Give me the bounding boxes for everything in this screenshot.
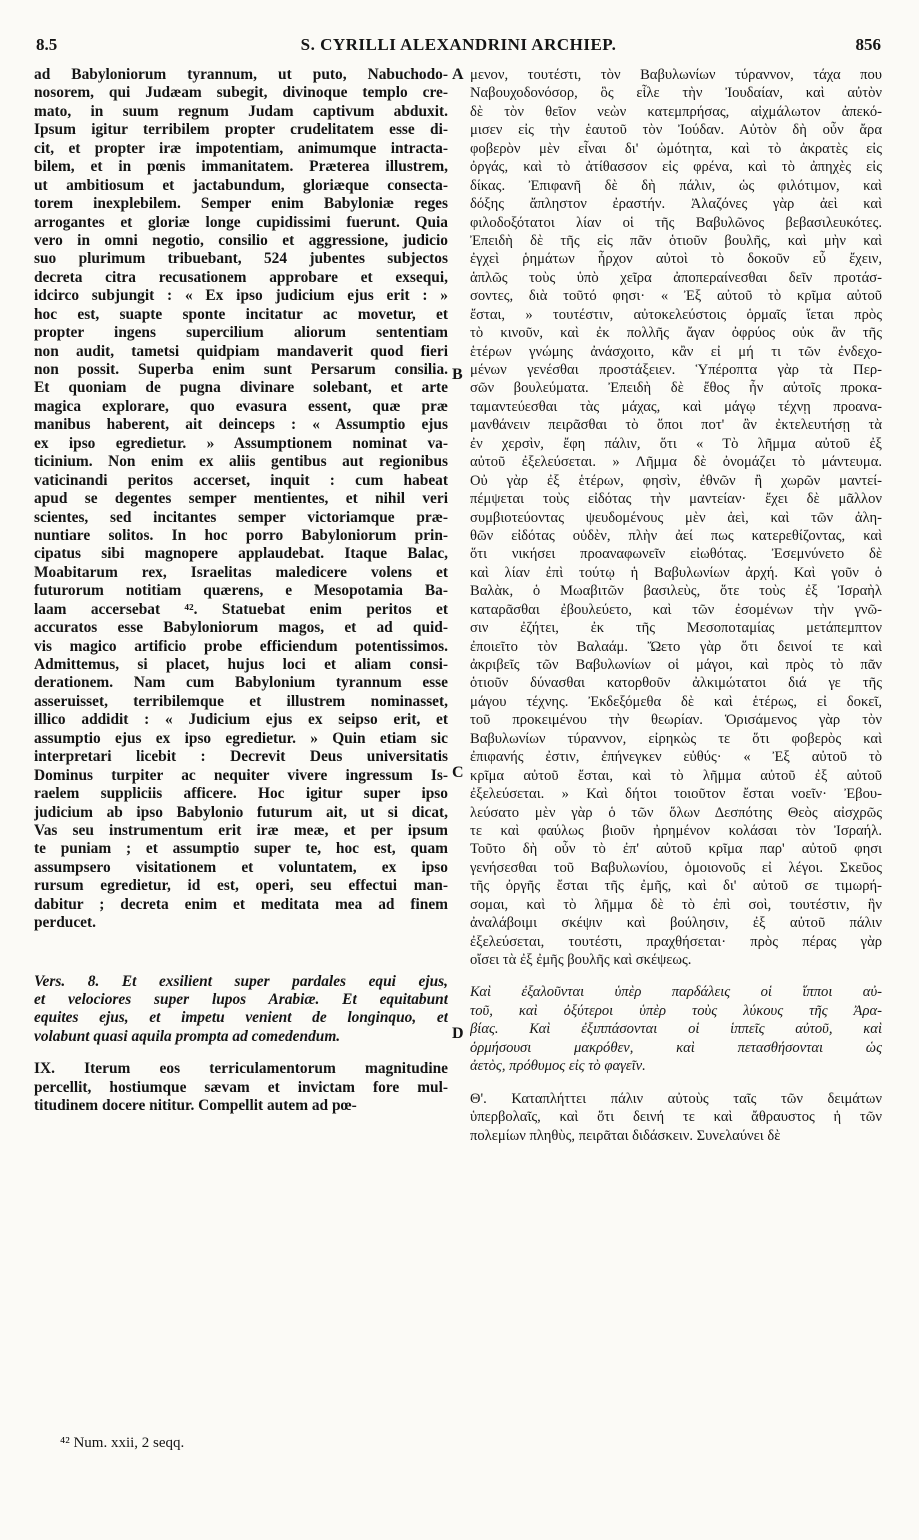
greek-text-line: τῆς ὀργῆς ἔσται τῆς ἐμῆς, καὶ δι' αὐτοῦ σε τιμωρή- <box>470 878 882 895</box>
greek-text-line: ταμαντεύεσθαι τὰς μάχας, καὶ μάγῳ τέχνῃ προανα- <box>470 398 882 415</box>
greek-text-line: φιλοδοξότατοι λίαν οἱ τῆς Βαβυλῶνος βεβασιλευκότες. <box>470 214 882 231</box>
greek-text-line: μανθάνειν πειρᾶσθαι τὸ ὅποι ποτ' ἂν ἐκτελευτήσῃ τὰ <box>470 417 882 434</box>
greek-text-line: δὲ τὸν θεῖον νεὼν κατεμπρήσας, αἰχμάλωτον ἀπεκό- <box>470 103 882 120</box>
greek-verse-line: Καὶ ἐξαλοῦνται ὑπὲρ παρδάλεις οἱ ἵπποι αὐ- <box>470 984 882 1001</box>
latin-text-line: vero in omni negotio, consilio et aggressione, judicio <box>34 231 448 249</box>
greek-text-line: ἐξελεύσεται. » Καὶ δήτοι τοιοῦτον ἔσται νοεῖν· Ἐβου- <box>470 786 882 803</box>
latin-text-line: perducet. <box>34 914 96 932</box>
latin-text-line: dabitur ; decreta enim et meditata mea ad finem <box>34 895 448 913</box>
greek-text-line: σομαι, καὶ τὸ λῆμμα δὲ τὸ ἐπὶ σοὶ, τουτέστιν, ἣν <box>470 896 882 913</box>
greek-section-line: πολεμίων πληθὺς, πειρᾶται διδάσκειν. Συνελαύνει δὲ <box>470 1127 781 1144</box>
latin-text-line: Admittemus, si placet, hujus loci et aliam consi- <box>34 656 448 673</box>
margin-letter-d: D <box>452 1025 464 1042</box>
latin-text-line: idcirco subjungit : « Ex ipso judicium ejus erit : » <box>34 287 448 305</box>
greek-text-line: καταρᾶσθαι ἐβουλεύετο, καὶ τῶν ἐσομένων τὴν γνῶ- <box>470 601 882 618</box>
greek-text-line: αὐτοῦ ἐξελεύσεται. » Λῆμμα δὲ ὀνομάζει τὸ μάντευμα. <box>470 454 882 471</box>
greek-verse-line: ὁρμήσουσι μακρόθεν, καὶ πετασθήσονται ὡς <box>470 1039 882 1056</box>
latin-text-line: asseruisset, terribilemque et illustrem nominasset, <box>34 692 448 710</box>
page-number-right: 856 <box>855 35 881 54</box>
greek-text-line: Βαβυλωνίων τύραννον, εἰρηκὼς τε ὅτι φοβερὸς καὶ <box>470 730 882 747</box>
greek-text-line: σῶν βουλεύματα. Ἐπειδὴ δὲ ἔθος ἦν αὐτοῖς προκα- <box>470 380 882 397</box>
latin-text-line: manibus haberent, ait deinceps : « Assumptio ejus <box>34 416 448 434</box>
greek-text-line: ἐπιφανής ἐστιν, ἐπήνεγκεν εὐθύς· « Ἐξ αὐτοῦ τὸ <box>470 749 882 766</box>
greek-text-line: ἐν χερσὶν, ἔφη πάλιν, ὅτι « Τὸ λῆμμα αὐτοῦ ἐξ <box>470 435 882 452</box>
latin-section-line: percellit, hostiumque sævam et invictam fore mul- <box>34 1078 448 1096</box>
greek-text-line: κρῖμα αὐτοῦ ἔσται, καὶ τὸ λῆμμα αὐτοῦ ἐξ αὐτοῦ <box>470 767 882 784</box>
latin-text-line: decreta citra recusationem approbare et exsequi, <box>34 268 448 286</box>
greek-text-line: τοῦ προκειμένου τὴν θεωρίαν. Ὁρισάμενος γὰρ τὸν <box>470 712 882 729</box>
latin-text-line: rursum egredietur, id est, operi, seu effectui man- <box>34 877 448 895</box>
greek-text-line: ἀκριβεῖς τῶν Βαβυλωνίων οἱ μάγοι, καὶ πρὸς τὸ πᾶν <box>470 657 882 673</box>
greek-text-line: Οὐ γὰρ ἐξ ἑτέρων, φησὶν, ἐθνῶν ἢ χωρῶν μαντεί- <box>470 472 882 489</box>
paragraph-gap <box>34 933 448 973</box>
latin-text-line: derationem. Nam cum Babylonium tyrannum esse <box>34 674 448 692</box>
latin-section-line: titudinem docere nititur. Compellit autem ad pœ- <box>34 1097 357 1115</box>
greek-text-line: οἴσει τὰ ἐξ ἐμῆς βουλῆς καὶ σκέψεως. <box>470 952 692 968</box>
latin-verse-line: Vers. 8. Et exsilient super pardales equi ejus, <box>34 972 448 990</box>
latin-text-line: ut ambitiosum et jactabundum, gloriæque consecta- <box>34 176 448 194</box>
latin-text-line: suo plurimum tribuebant, 524 jubentes subjectos <box>34 250 448 268</box>
greek-column <box>470 66 882 1145</box>
latin-text-line: mato, in suum regnum Judam captivum abduxit. <box>34 102 448 120</box>
latin-text-line: raelem suppliciis afficere. Hoc igitur super ipso <box>34 785 448 803</box>
latin-text-line: Ipsum igitur terribilem propter crudelitatem esse di- <box>34 121 448 139</box>
latin-text-line: Moabitarum rex, Israelitas maledicere volens et <box>34 563 448 581</box>
latin-text-line: assumptio ejus ex ipso egredietur. » Quin etiam sic <box>34 729 448 747</box>
latin-text-line: apud se degentes semper mentientes, et nihil veri <box>34 490 448 508</box>
latin-section-line: IX. Iterum eos terriculamentorum magnitudine <box>34 1060 448 1078</box>
greek-text-line: Ναβουχοδονόσορ, ὃς εἷλε τὴν Ἰουδαίαν, καὶ αὐτὸν <box>470 85 882 102</box>
greek-verse-line: τοῦ, καὶ ὀξύτεροι ὑπὲρ τοὺς λύκους τῆς Ἀρα- <box>470 1002 882 1019</box>
footnote: ⁴² Num. xxii, 2 seqq. <box>60 1435 185 1451</box>
latin-text-line: judicium ab ipso Babylonio futurum ait, ut si dicat, <box>34 803 448 821</box>
greek-text-line: σοντες, διὰ τοῦτό φησι· « Ἐξ αὐτοῦ τὸ κρῖμα αὐτοῦ <box>470 288 882 305</box>
greek-text-line: δίκας. Ἐπιφανῆ δὲ δὴ πάλιν, ὡς φιλότιμον, καὶ <box>470 177 882 194</box>
greek-text-line: ἐγχεὶ ῥημάτων ἦρχον αὐτοὶ τὸ δοκοῦν εὖ ἔχειν, <box>470 251 882 268</box>
greek-text-line: ἁπλῶς τοὺς ὑπὸ χεῖρα ἀποπεραίνεσθαι δεῖν προτάσ- <box>470 269 882 286</box>
paragraph-gap <box>470 969 882 983</box>
latin-verse-line: equites ejus, et impetu venient de longinquo, et <box>34 1009 448 1027</box>
latin-text-line: illico addidit : « Judicium ejus ex seipso erit, et <box>34 711 448 729</box>
latin-text-line: vaticinandi peritos accerset, inquit : cum habeat <box>34 471 448 489</box>
margin-letter-a: A <box>452 66 464 83</box>
latin-text-line: te puniam ; et assumptio super te, hoc est, quam <box>34 840 448 858</box>
latin-column <box>34 66 448 1116</box>
latin-text-line: hoc est, suapte sponte incitatur ac movetur, et <box>34 305 448 323</box>
paragraph-gap <box>34 1046 448 1060</box>
greek-text-line: τὸ κινοῦν, καὶ ἐκ πολλῆς ἄγαν ὀφρύος οὐκ ἂν τῆς <box>470 325 882 342</box>
latin-text-line: laam accersebat ⁴². Statuebat enim peritos et <box>34 600 448 618</box>
latin-text-line: non possit. Superba enim sunt Persarum consilia. <box>34 361 448 378</box>
latin-text-line: magica explorare, quo evasura essent, quæ præ <box>34 397 448 415</box>
latin-verse-line: volabunt quasi aquila prompta ad comedendum. <box>34 1027 341 1045</box>
greek-text-line: ἀναλάβοιμι σκέψιν καὶ βούλησιν, ἐξ αὐτοῦ πάλιν <box>470 915 882 932</box>
latin-text-line: assumpsero visitationem et voluntatem, ex ipso <box>34 858 448 876</box>
greek-text-line: τε καὶ φαύλως βιοῦν ἠρημένον κολάσαι τὸν Ἰσραήλ. <box>470 822 882 839</box>
latin-text-line: propter ingens supercilium aliorum sententiam <box>34 324 448 342</box>
greek-text-line: μένων γενέσθαι προστάξειεν. Ὑπέροπτα γὰρ τὰ Περ- <box>470 362 882 378</box>
latin-text-line: arrogantes et gloriæ longe cupidissimi fuerunt. Quia <box>34 213 448 231</box>
page-header <box>36 35 881 57</box>
greek-text-line: καὶ λίαν ἐπὶ τούτῳ ἡ Βαβυλωνίων ἀρχή. Καὶ γοῦν ὁ <box>470 564 882 581</box>
latin-text-line: non audit, tametsi quidpiam mandaverit quod fieri <box>34 342 448 360</box>
latin-verse-line: et velociores super lupos Arabiæ. Et equitabunt <box>34 991 448 1008</box>
greek-text-line: δόξης ἄπληστον ἐραστήν. Ἀλαζόνες γὰρ ἀεὶ καὶ <box>470 196 882 213</box>
latin-text-line: Et quoniam de pugna divinare solebant, et arte <box>34 379 448 397</box>
latin-text-line: Vas seu instrumentum erit iræ meæ, et per ipsum <box>34 821 448 839</box>
latin-text-line: ad Babyloniorum tyrannum, ut puto, Nabuchodo- <box>34 66 448 83</box>
greek-text-line: μενον, τουτέστι, τὸν Βαβυλωνίων τύραννον, τάχα που <box>470 67 882 83</box>
latin-text-line: futurorum notitiam quærens, e Mesopotamia Ba- <box>34 582 448 600</box>
latin-text-line: cipatus sibi magnopere applaudebat. Itaque Balac, <box>34 545 448 563</box>
greek-text-line: λεύσατο μὲν γὰρ ὁ τῶν ὅλων Δεσπότης Θεὸς αἰσχρῶς <box>470 804 882 821</box>
greek-text-line: ἐποιεῖτο τὸν Βαλαάμ. Ὤετο γὰρ ὅτι δεινοί τε καὶ <box>470 638 882 655</box>
greek-text-line: ὁτιοῦν δύνασθαι κατορθοῦν ἀλκιμώτατοι διά γε τῆς <box>470 675 882 692</box>
latin-text-line: bilem, et in pœnis immanitatem. Præterea illustrem, <box>34 158 448 176</box>
greek-text-line: θῶν εἰδότας οὐδὲν, πλὴν ἀεί πως κατερεθίζοντας, καὶ <box>470 527 882 544</box>
greek-text-line: συμβιοτεύοντας ψευδομένους μὲν ἀεὶ, καὶ τῶν ἀλη- <box>470 509 882 526</box>
latin-text-line: interpretari licebit : Decrevit Deus universitatis <box>34 748 448 766</box>
latin-text-line: ticinium. Non enim ex aliis gentibus aut regionibus <box>34 453 448 471</box>
latin-text-line: Dominus turpiter ac nequiter vivere ingressum Is- <box>34 766 448 784</box>
paragraph-gap <box>470 1076 882 1090</box>
greek-text-line: πέμψεται τοὺς εἰδότας τὴν μαντείαν· ἔχει δὲ μᾶλλον <box>470 491 882 508</box>
greek-text-line: σιν ἐζήτει, ἐκ τῆς Μεσοποταμίας μετάπεμπτον <box>470 620 882 637</box>
greek-text-line: ὅτι νικήσει προαναφωνεῖν εἰωθότας. Ἐσεμνύνετο δὲ <box>470 546 882 563</box>
greek-text-line: ἑτέρων γνώμης ἀνάσχοιτο, κἂν εἰ μή τι τῶν ἐνδεχο- <box>470 343 882 360</box>
running-title: S. CYRILLI ALEXANDRINI ARCHIEP. <box>300 35 617 54</box>
greek-verse-line: βίας. Καὶ ἐξιππάσονται οἱ ἱππεῖς αὐτοῦ, καὶ <box>470 1021 882 1038</box>
margin-letter-c: C <box>452 764 464 781</box>
page-number-left: 8.5 <box>36 35 58 54</box>
margin-letter-b: B <box>452 366 463 383</box>
greek-text-line: ὀργάς, καὶ τὸ ἀτίθασσον εἰς φρένα, καὶ τὸ ἀπηχὲς εἰς <box>470 159 882 176</box>
greek-text-line: Τοῦτο δὴ οὖν τὸ ἐπ' αὐτοῦ κρῖμα παρ' αὐτοῦ φησι <box>470 841 882 858</box>
latin-text-line: ex ipso egredietur. » Assumptionem nominat va- <box>34 434 448 452</box>
latin-text-line: scientes, sed incitantes semper victoriamque præ- <box>34 508 448 526</box>
latin-text-line: torem inexplebilem. Semper enim Babyloniæ reges <box>34 195 448 213</box>
greek-text-line: μάγου τέχνης. Ἐκδεξόμεθα δὲ καὶ ἑτέρως, εἰ δοκεῖ, <box>470 693 882 710</box>
greek-text-line: Βαλὰκ, ὁ Μωαβιτῶν βασιλεὺς, ὅτε τοὺς ἐξ Ἰσραὴλ <box>470 583 882 600</box>
greek-text-line: ἔσται, » τουτέστιν, αὐτοκελεύστοις ὁρμαῖς ἵεται πρὸς <box>470 306 882 323</box>
greek-section-line: Θ'. Καταπλήττει πάλιν αὐτοὺς ταῖς τῶν δειμάτων <box>470 1090 882 1107</box>
greek-text-line: Ἐπειδὴ δὲ τῆς εἰς πᾶν ὁτιοῦν βουλῆς, καὶ μὴν καὶ <box>470 232 882 249</box>
greek-section-line: ὑπερβολαῖς, καὶ ὅτι δεινή τε καὶ ἄθραυστος ἡ τῶν <box>470 1109 882 1126</box>
greek-text-line: φοβερὸν μὲν εἶναι δι' ὠμότητα, καὶ τὸ ἀκρατὲς εἰς <box>470 140 882 157</box>
greek-text-line: μισεν εἰς τὴν ἑαυτοῦ τὸν Ἰούδαν. Αὐτὸν δὴ οὖν ἄρα <box>470 122 882 139</box>
greek-text-line: γενήσεσθαι τοῦ Βαβυλωνίου, ὁμοιονοῦς εἰ λέγοι. Σκεῦος <box>470 859 882 876</box>
latin-text-line: vis magico artificio probe efficiendum potentissimos. <box>34 637 448 655</box>
greek-text-line: ἐξελεύσεται, τουτέστι, πραχθήσεται· πρὸς πέρας γὰρ <box>470 933 882 950</box>
latin-text-line: nuntiare solitos. In hoc porro Babyloniorum prin- <box>34 526 448 544</box>
latin-text-line: cit, et propter iræ impotentiam, animumque intracta- <box>34 139 448 157</box>
latin-text-line: nosorem, qui Judæam subegit, divinoque templo cre- <box>34 84 448 102</box>
greek-verse-line: ἀετὸς, πρόθυμος εἰς τὸ φαγεῖν. <box>470 1058 646 1075</box>
latin-text-line: accuratos esse Babyloniorum magos, et ad quid- <box>34 619 448 637</box>
